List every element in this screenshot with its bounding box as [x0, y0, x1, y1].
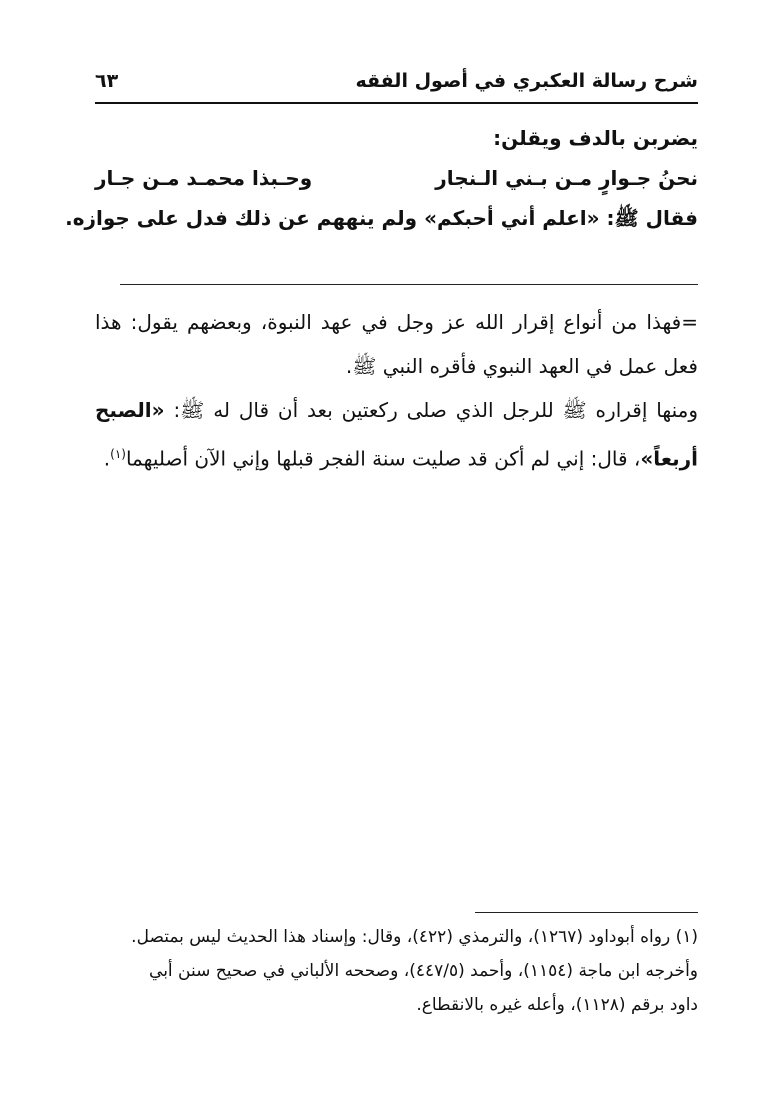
header-title: شرح رسالة العكبري في أصول الفقه [355, 70, 698, 92]
footnote-ref: (١) [110, 447, 126, 461]
footnotes [95, 920, 698, 1022]
main-text [65, 118, 698, 238]
paragraph-2-post: ، قال: إني لم أكن قد صليت سنة الفجر قبلها وإني الآن أصليهما [125, 446, 641, 471]
footnote-line-1: (١) رواه أبوداود (١٢٦٧)، والترمذي (٤٢٢)، وقال: وإسناد هذا الحديث ليس بمتصل. [131, 927, 698, 947]
footnote-line-2: وأخرجه ابن ماجة (١١٥٤)، وأحمد (٤٤٧/٥)، وصححه الألباني في صحيح سنن أبي [149, 961, 698, 981]
continuation-text [95, 300, 698, 481]
conclusion-post: ولم ينههم عن ذلك فدل على جوازه. [65, 206, 425, 230]
paragraph-2 [95, 388, 698, 481]
paragraph-2-pre: ومنها إقراره ﷺ للرجل الذي صلى ركعتين بعد أن قال له ﷺ: [164, 398, 698, 422]
page-number: ٦٣ [95, 70, 119, 92]
poem-verse [95, 158, 698, 198]
verse-second-hemistich: وحـبذا محمـد مـن جـار [95, 166, 313, 190]
verse-first-hemistich: نحنُ جـوارٍ مـن بـني الـنجار [435, 166, 698, 190]
intro-line: يضربن بالدف ويقلن: [493, 126, 698, 150]
footnote-divider [475, 912, 698, 913]
conclusion-line [65, 198, 698, 238]
hadith-quote: «اعلم أني أحبكم» [424, 206, 600, 230]
paragraph-1: =فهذا من أنواع إقرار الله عز وجل في عهد النبوة، وبعضهم يقول: هذا فعل عمل في العهد النبوي فأقره النبي ﷺ. [95, 310, 698, 378]
paragraph-2-end: . [103, 446, 111, 471]
conclusion-pre: فقال ﷺ: [599, 206, 698, 230]
footnote-line-3: داود برقم (١١٢٨)، وأعله غيره بالانقطاع. [416, 995, 698, 1015]
running-header [95, 62, 698, 104]
paragraph-2-quote: «الصبح أربعاً» [95, 398, 698, 471]
section-divider [120, 284, 698, 285]
